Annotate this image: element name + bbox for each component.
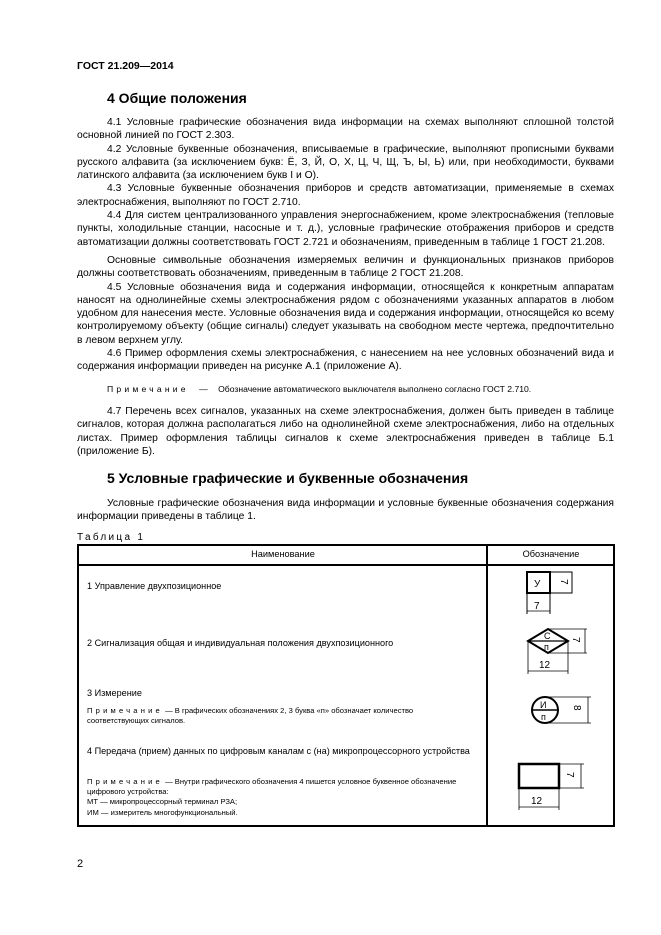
table-caption: Таблица 1 — [77, 532, 146, 543]
paragraph-4-4: 4.4 Для систем централизованного управления энергоснабжением, кроме электроснабжения (тепловые пункты, холодильные станции, насосные и т. д.), условные графические отображения приборов и средств автоматизации должны соответствовать ГОСТ 2.721 и обозначениям, приведенным в таблице 1 ГОСТ 21.208. — [77, 210, 614, 248]
measurement-icon — [499, 688, 609, 738]
section-4-title: 4 Общие положения — [107, 90, 247, 106]
table-header — [79, 546, 613, 566]
svg-text:7: 7 — [534, 601, 540, 612]
row-4-note-line-1: МТ — микропроцессорный терминал РЗА; — [87, 797, 238, 807]
column-header-name: Наименование — [251, 549, 315, 559]
svg-text:12: 12 — [531, 796, 543, 807]
paragraph-4-2: 4.2 Условные буквенные обозначения, вписываемые в графические, выполняют прописными буквами русского алфавита (за исключением букв: Ё, З, Й, О, Х, Ц, Ч, Щ, Ъ, Ы, Ь) или, при необходимости, буквами латинского алфавита (за исключением букв I и О). — [77, 143, 614, 182]
table-row-2-name: 2 Сигнализация общая и индивидуальная положения двухпозиционного — [87, 638, 394, 648]
document-header: ГОСТ 21.209—2014 — [77, 60, 174, 72]
paragraph-4-3: 4.3 Условные буквенные обозначения приборов и средств автоматизации, применяемые в схемах электроснабжения, выполняют по ГОСТ 2.710. — [77, 183, 614, 208]
svg-text:7: 7 — [558, 579, 569, 585]
section-5-body — [77, 497, 614, 524]
svg-text:У: У — [534, 579, 541, 590]
table-row-4-note — [87, 777, 477, 818]
table-row-3-note — [87, 706, 477, 726]
paragraph-4-7-block — [77, 405, 614, 458]
note-text: Обозначение автоматического выключателя выполнено согласно ГОСТ 2.710. — [218, 384, 532, 394]
paragraph-4-7: 4.7 Перечень всех сигналов, указанных на схеме электроснабжения, должен быть приведен в таблице сигналов, которая должна располагаться либо на однолинейной схеме электроснабжения, либо на отдельных листах. Пример оформления таблицы сигналов к схеме электроснабжения приведен в таблице Б.1 (приложение Б). — [77, 406, 614, 457]
column-divider — [486, 546, 488, 825]
section-5-title: 5 Условные графические и буквенные обозначения — [107, 470, 469, 486]
table-row-4-name: 4 Передача (прием) данных по цифровым каналам с (на) микропроцессорного устройства — [87, 746, 470, 756]
row-4-note-line-2: ИМ — измеритель многофункциональный. — [87, 807, 238, 817]
paragraph-4-1: 4.1 Условные графические обозначения вида информации на схемах выполняют сплошной толстой основной линией по ГОСТ 2.303. — [77, 117, 614, 142]
note-label: Примечание — [107, 384, 189, 394]
svg-text:С: С — [544, 631, 551, 641]
section-5-intro: Условные графические обозначения вида информации и условные буквенные обозначения содержания информации приведены в таблице 1. — [77, 498, 614, 523]
table-row-1-name: 1 Управление двухпозиционное — [87, 581, 222, 591]
two-position-control-icon — [499, 568, 609, 628]
svg-text:7: 7 — [564, 772, 575, 778]
paragraph-4-6: 4.6 Пример оформления схемы электроснабжения, с нанесением на нее условных обозначений вида и содержания информации приведен на рисунке А.1 (приложение А). — [77, 348, 614, 373]
digital-data-transfer-icon — [499, 758, 609, 818]
svg-text:п: п — [544, 642, 549, 652]
svg-text:12: 12 — [539, 660, 551, 671]
table-1 — [77, 544, 615, 827]
note-dash: — — [199, 384, 208, 394]
svg-text:8: 8 — [571, 705, 582, 711]
page-number: 2 — [77, 858, 84, 870]
section-4-body — [77, 116, 614, 374]
position-signaling-icon — [499, 626, 609, 686]
svg-text:7: 7 — [570, 637, 581, 643]
row-3-note-label: Примечание — [87, 706, 163, 715]
table-row-3-name: 3 Измерение — [87, 688, 142, 698]
svg-text:И: И — [540, 700, 547, 710]
row-3-note-text: — В графических обозначениях 2, 3 буква «п» обозначает количество соответствующих сигналов. — [87, 706, 414, 726]
svg-text:п: п — [541, 712, 546, 722]
section-4-note — [107, 384, 531, 394]
paragraph-4-5: 4.5 Условные обозначения вида и содержания информации, относящейся к конкретным аппаратам наносят на однолинейные схемы электроснабжения рядом с обозначениями указанных аппаратов в любом удобном для нанесения месте. Условные обозначения вида и содержания информации, относящейся ко всему контролируемому объекту (общие сигналы) следует указывать на свободном месте чертежа, предпочтительно в левом верхнем углу. — [77, 281, 614, 346]
row-4-note-label: Примечание — [87, 777, 163, 786]
row-4-note-text: — Внутри графического обозначения 4 пишется условное буквенное обозначение цифрового устройства: — [87, 777, 457, 797]
paragraph-4-4-cont: Основные символьные обозначения измеряемых величин и функциональных признаков приборов должны соответствовать обозначениям, приведенным в таблице 2 ГОСТ 21.208. — [77, 254, 614, 280]
column-header-symbol: Обозначение — [522, 549, 580, 559]
